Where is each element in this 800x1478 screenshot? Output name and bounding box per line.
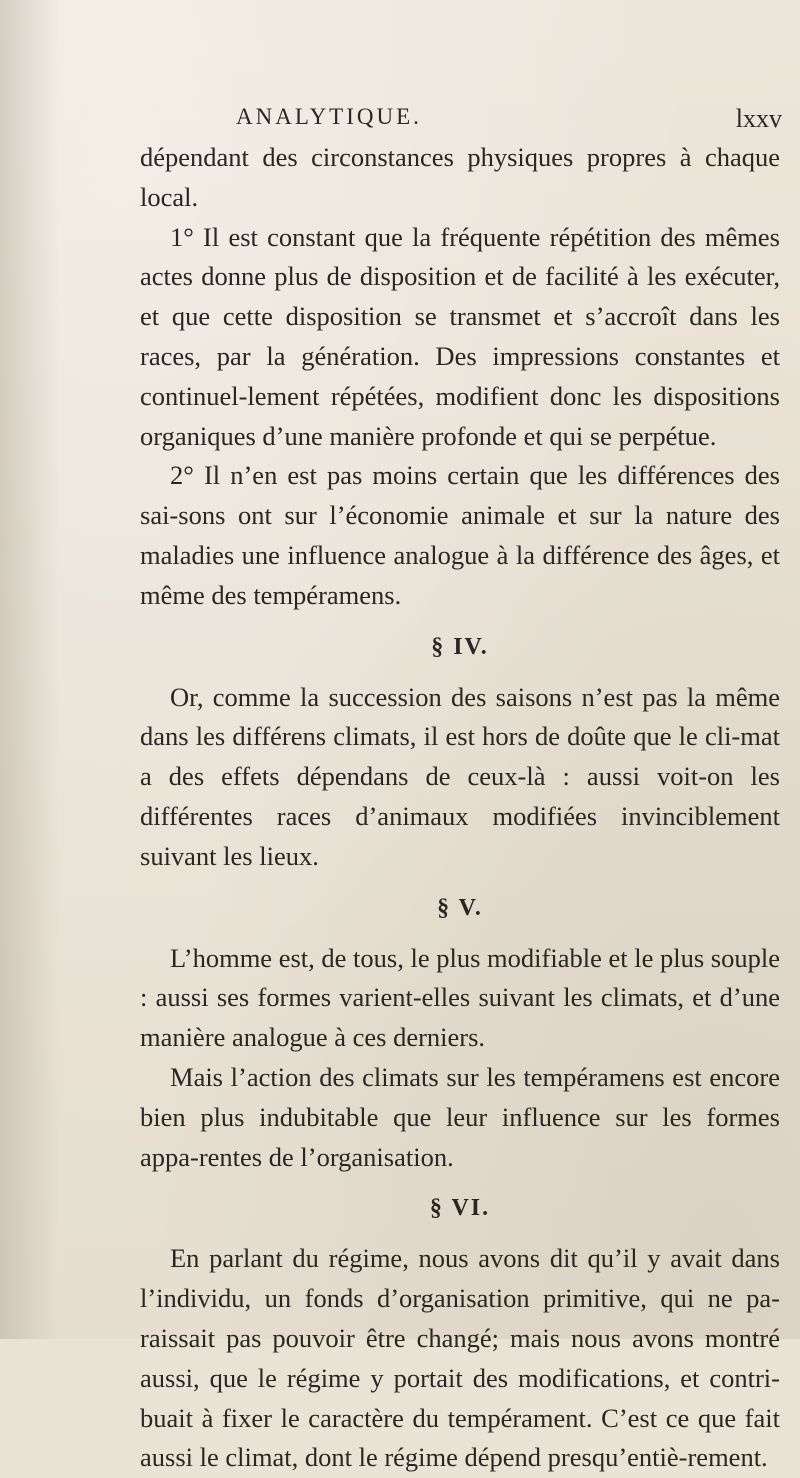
running-title: ANALYTIQUE.: [236, 104, 422, 129]
paragraph: 1° Il est constant que la fréquente répétition des mêmes actes donne plus de disposition et de facilité à les exécuter, et que cette disposition se transmet et s’accroît dans les races, par la génération. Des impressions constantes et continuel-lement répétées, modifient donc les dispositions organiques d’une manière profonde et qui se perpétue.: [140, 221, 780, 451]
body-text: [140, 138, 780, 1478]
section-heading: § V.: [437, 894, 483, 921]
paragraph: En parlant du régime, nous avons dit qu’il y avait dans l’individu, un fonds d’organisation primitive, qui ne pa-raissait pas pouvoir être changé; mais nous avons montré aussi, que le régime y portait des modifications, et contri-buait à fixer le caractère du tempérament. C’est ce que fait aussi le climat, dont le régime dépend presqu’entiè-rement.: [140, 1243, 780, 1473]
paragraph: dépendant des circonstances physiques propres à chaque local.: [140, 142, 780, 212]
paragraph: Or, comme la succession des saisons n’est pas la même dans les différens climats, il est hors de doûte que le cli-mat a des effets dépendans de ceux-là : aussi voit-on les différentes races d’animaux modifiées invinciblement suivant les lieux.: [140, 681, 780, 871]
paragraph: Mais l’action des climats sur les tempéramens est encore bien plus indubitable que leur influence sur les formes appa-rentes de l’organisation.: [140, 1061, 780, 1172]
section-heading: § IV.: [431, 633, 489, 660]
paragraph: L’homme est, de tous, le plus modifiable et le plus souple : aussi ses formes varient-elles suivant les climats, et d’une manière analogue à ces derniers.: [140, 942, 780, 1053]
page-number: lxxv: [735, 104, 782, 133]
page-edge-shadow: [0, 0, 60, 1339]
section-heading: § VI.: [429, 1195, 491, 1222]
paragraph: 2° Il n’en est pas moins certain que les différences des sai-sons ont sur l’économie animale et sur la nature des maladies une influence analogue à la différence des âges, et même des tempéramens.: [140, 460, 780, 610]
